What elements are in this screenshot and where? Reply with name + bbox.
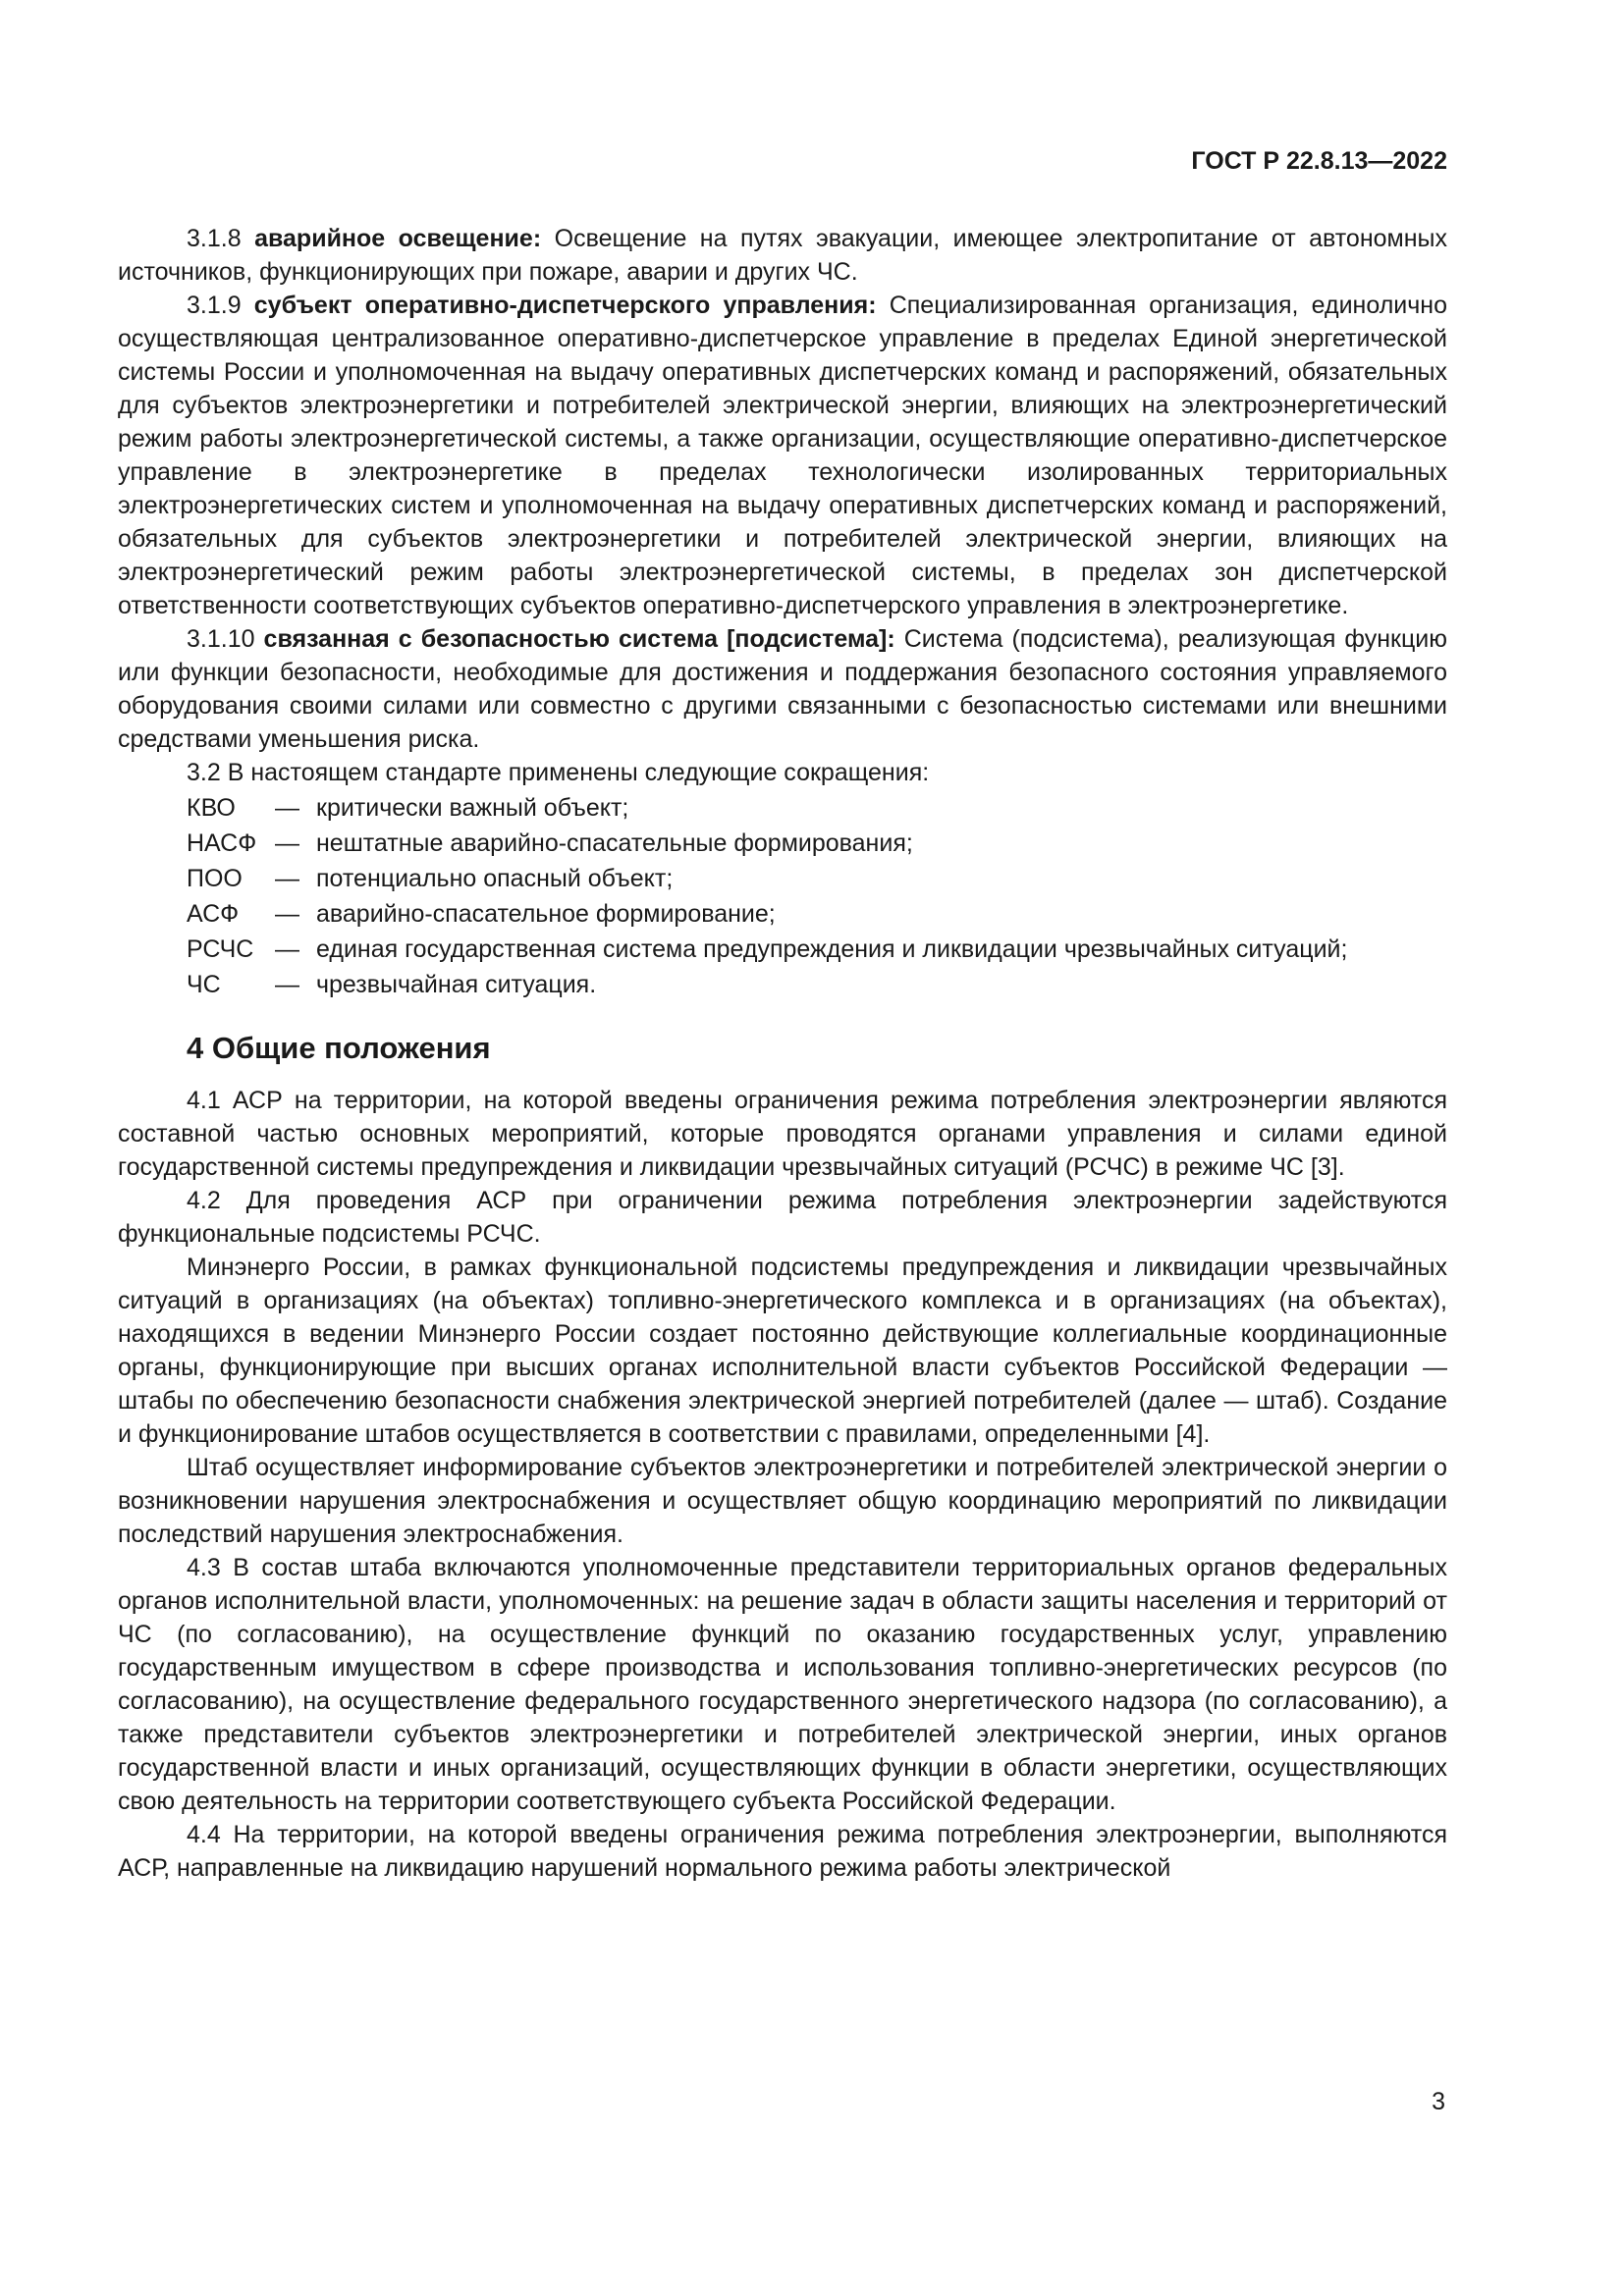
- section-paragraph: Минэнерго России, в рамках функциональной подсистемы предупреждения и ликвидации чрезвычайных ситуаций в организациях (на объектах) топливно-энергетического комплекса и в организациях (на объектах), находящихся в ведении Минэнерго России создает постоянно действующие коллегиальные координационные органы, функционирующие при высших органах исполнительной власти субъектов Российской Федерации — штабы по обеспечению безопасности снабжения электрической энергией потребителей (далее — штаб). Создание и функционирование штабов осуществляется в соответствии с правилами, определенными [4].: [118, 1254, 1447, 1448]
- definition-term: связанная с безопасностью система [подсистема]:: [263, 625, 895, 653]
- abbreviation-row: [187, 897, 1447, 931]
- section-paragraph: Штаб осуществляет информирование субъектов электроэнергетики и потребителей электрической энергии о возникновении нарушения электроснабжения и осуществляет общую координацию мероприятий по ликвидации последствий нарушения электроснабжения.: [118, 1454, 1447, 1548]
- definition-text: Система (подсистема), реализующая функцию или функции безопасности, необходимые для достижения и поддержания безопасного состояния управляемого оборудования своими силами или совместно с другими связанными с безопасностью системами или внешними средствами уменьшения риска.: [118, 625, 1447, 753]
- abbreviation-term: АСФ: [187, 900, 240, 928]
- document-code-header: ГОСТ Р 22.8.13—2022: [1191, 147, 1447, 175]
- section-heading: 4 Общие положения: [187, 1031, 491, 1065]
- abbreviation-term: ПОО: [187, 865, 243, 892]
- abbreviations-intro: 3.2 В настоящем стандарте применены следующие сокращения:: [187, 759, 930, 786]
- definition-number: 3.1.9: [187, 292, 242, 319]
- abbreviation-row: [187, 933, 1447, 966]
- abbreviation-dash: —: [275, 865, 299, 892]
- abbreviation-definition: потенциально опасный объект;: [316, 865, 674, 892]
- definition-text: Специализированная организация, единолично осуществляющая централизованное оперативно-диспетчерское управление в пределах Единой энергетической системы России и уполномоченная на выдачу оперативных диспетчерских команд и распоряжений, обязательных для субъектов электроэнергетики и потребителей электрической энергии, влияющих на электроэнергетический режим работы электроэнергетической системы, а также организации, осуществляющие оперативно-диспетчерское управление в электроэнергетике в пределах технологически изолированных территориальных электроэнергетических систем и уполномоченная на выдачу оперативных диспетчерских команд и распоряжений, обязательных для субъектов электроэнергетики и потребителей электрической энергии, влияющих на электроэнергетический режим работы электроэнергетической системы, в пределах зон диспетчерской ответственности соответствующих субъектов оперативно-диспетчерского управления в электроэнергетике.: [118, 292, 1448, 619]
- abbreviation-term: КВО: [187, 794, 236, 822]
- page-number: 3: [1432, 2088, 1445, 2115]
- definition-term: субъект оперативно-диспетчерского управления:: [253, 292, 877, 319]
- abbreviation-definition: единая государственная система предупреждения и ликвидации чрезвычайных ситуаций;: [316, 935, 1348, 963]
- section-paragraph: 4.4 На территории, на которой введены ограничения режима потребления электроэнергии, выполняются АСР, направленные на ликвидацию нарушений нормального режима работы электрической: [118, 1821, 1447, 1882]
- abbreviation-term: ЧС: [187, 971, 221, 998]
- abbreviation-row: [187, 862, 1447, 895]
- abbreviation-dash: —: [275, 900, 299, 928]
- definition-3-1-9: [118, 289, 1447, 622]
- abbreviations-list: [187, 791, 1447, 1001]
- abbreviation-definition: критически важный объект;: [316, 794, 629, 822]
- abbreviation-dash: —: [275, 971, 299, 998]
- abbreviation-definition: чрезвычайная ситуация.: [316, 971, 597, 998]
- abbreviation-dash: —: [275, 794, 299, 822]
- abbreviation-term: НАСФ: [187, 829, 257, 857]
- abbreviation-row: [187, 968, 1447, 1001]
- section-paragraph: 4.1 АСР на территории, на которой введены ограничения режима потребления электроэнергии являются составной частью основных мероприятий, которые проводятся органами управления и силами единой государственной системы предупреждения и ликвидации чрезвычайных ситуаций (РСЧС) в режиме ЧС [3].: [118, 1087, 1447, 1181]
- definition-text: Освещение на путях эвакуации, имеющее электропитание от автономных источников, функционирующих при пожаре, аварии и других ЧС.: [118, 225, 1447, 286]
- definition-term: аварийное освещение:: [254, 225, 542, 252]
- definition-number: 3.1.8: [187, 225, 242, 252]
- abbreviation-dash: —: [275, 829, 299, 857]
- definition-number: 3.1.10: [187, 625, 255, 653]
- abbreviation-definition: нештатные аварийно-спасательные формирования;: [316, 829, 913, 857]
- abbreviation-definition: аварийно-спасательное формирование;: [316, 900, 776, 928]
- abbreviation-dash: —: [275, 935, 299, 963]
- document-body: [118, 222, 1447, 1885]
- section-paragraph: 4.3 В состав штаба включаются уполномоченные представители территориальных органов федеральных органов исполнительной власти, уполномоченных: на решение задач в области защиты населения и территорий от ЧС (по согласованию), на осуществление функций по оказанию государственных услуг, управлению государственным имуществом в сфере производства и использования топливно-энергетических ресурсов (по согласованию), на осуществление федерального государственного энергетического надзора (по согласованию), а также представители субъектов электроэнергетики и потребителей электрической энергии, иных органов государственной власти и иных организаций, осуществляющих функции в области энергетики, осуществляющих свою деятельность на территории соответствующего субъекта Российской Федерации.: [118, 1554, 1447, 1815]
- definition-3-1-8: [118, 222, 1447, 289]
- abbreviation-term: РСЧС: [187, 935, 254, 963]
- section-paragraph: 4.2 Для проведения АСР при ограничении режима потребления электроэнергии задействуются функциональные подсистемы РСЧС.: [118, 1187, 1447, 1248]
- abbreviation-row: [187, 827, 1447, 860]
- abbreviation-row: [187, 791, 1447, 825]
- definition-3-1-10: [118, 622, 1447, 756]
